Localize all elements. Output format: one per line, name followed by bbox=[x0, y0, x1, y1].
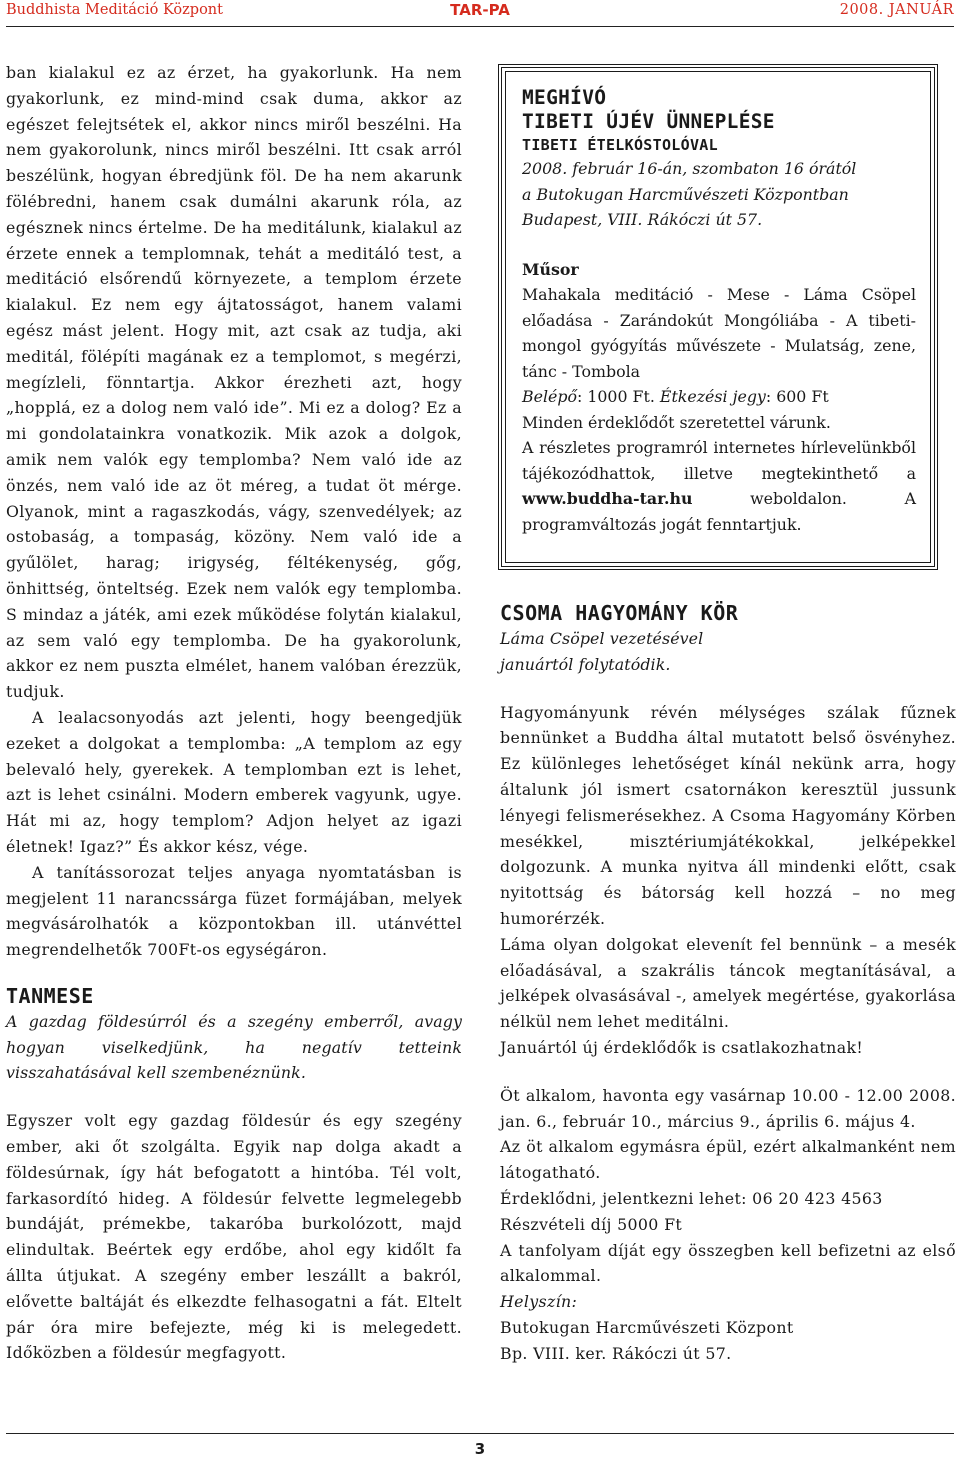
article-paragraph-3: A tanítássorozat teljes anyaga nyomtatásban is megjelent 11 narancssárga füzet formájában, melyek megvásárolhatók a központokban ill. utánvéttel megrendelhetők 700Ft-os egységáron. bbox=[6, 862, 462, 960]
food-value: : 600 Ft bbox=[765, 387, 829, 406]
tanmese-title: TANMESE bbox=[6, 983, 94, 1008]
entry-label: Belépő bbox=[522, 387, 577, 406]
footer-divider bbox=[6, 1433, 954, 1434]
venue-name: Butokugan Harcművészeti Központ bbox=[500, 1317, 794, 1337]
page-number: 3 bbox=[474, 1440, 486, 1458]
details-text: A részletes programról internetes hírlevelünkből tájékozódhattok, illetve megtekinthető a www.buddha-tar.hu weboldalon. A programváltozás jogát fenntartjuk. bbox=[522, 438, 916, 534]
invite-event-title: TIBETI ÚJÉV ÜNNEPLÉSE bbox=[522, 110, 775, 133]
schedule-text: Öt alkalom, havonta egy vasárnap 10.00 - 12.00 2008. jan. 6., február 10., március 9., április 6. május 4. bbox=[500, 1085, 956, 1131]
tanmese-body: Egyszer volt egy gazdag földesúr és egy szegény ember, aki őt szolgálta. Egyik nap dolga akadt a földesúrnak, így hát befogatott a hintóba. Tél volt, farkasordító hideg. A földesúr felvette legmelegebb bundáját, prémekbe, takaróba burkolózott, majd elindultak. Beértek egy erdőbe, ahol egy kidőlt fa állta útjukat. A szegény ember leszállt a bakról, elővette baltáját és elkezdte felhasogatni a fát. Eltelt pár óra mire befejezte, még ki is melegedett. Időközben a földesúr megfagyott. bbox=[6, 1111, 462, 1363]
invite-subtitle: TIBETI ÉTELKÓSTOLÓVAL bbox=[522, 136, 718, 154]
csoma-paragraph-2: Láma olyan dolgokat elevenít fel bennünk – a mesék előadásával, a szakrális táncok megtanításával, a jelképek olvasásával -, amelyek megértése, gyakorlása nélkül nem lehet meditálni. bbox=[500, 934, 956, 1032]
csoma-title: CSOMA HAGYOMÁNY KÖR bbox=[500, 601, 739, 625]
issue-date: 2008. JANUÁR bbox=[839, 2, 954, 18]
schedule-note: Az öt alkalom egymásra épül, ezért alkalmanként nem látogatható. bbox=[500, 1137, 956, 1183]
publisher-name: Buddhista Meditáció Központ bbox=[6, 2, 223, 18]
left-column bbox=[6, 60, 462, 1366]
venue-address: Bp. VIII. ker. Rákóczi út 57. bbox=[500, 1343, 732, 1363]
page-header bbox=[6, 0, 954, 27]
invite-address: Budapest, VIII. Rákóczi út 57. bbox=[522, 210, 763, 229]
website-link[interactable]: www.buddha-tar.hu bbox=[522, 489, 693, 508]
contact-info: Érdeklődni, jelentkezni lehet: 06 20 423 4563 bbox=[500, 1188, 883, 1208]
right-column bbox=[500, 600, 956, 1367]
venue-label: Helyszín: bbox=[500, 1292, 578, 1312]
invite-date: 2008. február 16-án, szombaton 16 órától bbox=[522, 159, 857, 178]
entry-value: : 1000 Ft. bbox=[576, 387, 655, 406]
payment-info: A tanfolyam díját egy összegben kell befizetni az első alkalommal. bbox=[500, 1240, 956, 1286]
csoma-paragraph-3: Januártól új érdeklődők is csatlakozhatnak! bbox=[500, 1037, 864, 1057]
article-paragraph-2: A lealacsonyodás azt jelenti, hogy beengedjük ezeket a dolgokat a templomba: „A templom az egy belevaló hely, gyerekek. A templomban ezt is lehet, azt is lehet csinálni. Modern emberek vagyunk, ugye. Hát mi az, hogy templom? Adjon helyet az igazi életnek! Igaz?” És akkor kész, vége. bbox=[6, 707, 462, 856]
csoma-subtitle-2: januártól folytatódik. bbox=[500, 654, 671, 674]
csoma-subtitle-1: Láma Csöpel vezetésével bbox=[500, 629, 704, 648]
invitation-box bbox=[498, 64, 938, 570]
fee-info: Részvételi díj 5000 Ft bbox=[500, 1214, 683, 1234]
invite-venue: a Butokugan Harcművészeti Központban bbox=[522, 184, 849, 204]
csoma-paragraph-1: Hagyományunk révén mélységes szálak fűznek bennünket a Buddha által mutatott belső ösvényhez. Ez különleges lehetőséget kínál nekünk arra, hogy általunk jól ismert csatornákon keresztül jussunk lényegi felismerésekhez. A Csoma Hagyomány Körben mesékkel, misztériumjátékokkal, jelképekkel dolgozunk. A munka nyitva áll mindenki előtt, csak nyitottság és bátorság kell hozzá – no meg humorérzék. bbox=[500, 702, 956, 928]
invite-title: MEGHÍVÓ bbox=[522, 86, 607, 109]
tanmese-subtitle: A gazdag földesúrról és a szegény emberről, avagy hogyan viselkedjünk, ha negatív tetteink visszahatásával kell szembenéznünk. bbox=[6, 1011, 462, 1083]
article-paragraph-1: ban kialakul ez az érzet, ha gyakorlunk. Ha nem gyakorlunk, ez mind-mind csak duma, akkor az egészet felejtsétek el, akkor nincs miről beszélni. Ha nem gyakorolunk, nincs miről beszélni. Itt csak arról beszélünk, hogyan ébredjünk föl. De ha nem akarunk fölébredni, hanem csak dumálni akarunk róla, az egésznek nincs értelme. De ha meditálunk, kialakul az érzete ennek a templomnak, tehát a meditáló test, a meditáció elsőrendű környezete, a templom érzete kialakul. Ez nem egy ájtatosságot, hanem valami egész mást jelent. Hogy mit, azt csak az tudja, aki meditál, fölépíti magának ez a templomot, s megérzi, megízleli, fönntartja. Akkor érezheti azt, hogy „hopplá, ez a dolog nem való ide”. Mi ez a dolog? Ez a mi gondolatainkra vonatkozik. Mik azok a dolgok, amik nem valók egy templomba? Nem való ide az önzés, nem való ide az öt méreg, a tudat öt mérge. Olyanok, mint a ragaszkodás, vágy, szenvedélyek; az ostobaság, a tompaság, közöny. Nem való ide a gyűlölet, harag; irigység, féltékenység, gőg, önhittség, önteltség. Ezek nem valók egy templomba. S mindaz a játék, ami ezek működése folytán kialakul, az sem való egy templomba. De ha gyakorolunk, akkor ez nem puszta elmélet, hanem valóban érezzük, tudjuk. bbox=[6, 63, 462, 702]
food-label: Étkezési jegy bbox=[659, 387, 766, 406]
welcome-text: Minden érdeklődőt szeretettel várunk. bbox=[522, 412, 831, 432]
ticket-prices bbox=[522, 384, 916, 410]
program-text: Mahakala meditáció - Mese - Láma Csöpel előadása - Zarándokút Mongóliába - A tibeti-mongol gyógyítás művészete - Mulatság, zene, tánc - Tombola bbox=[522, 285, 916, 381]
program-label: Műsor bbox=[522, 259, 579, 279]
publication-title: TAR-PA bbox=[450, 1, 510, 19]
